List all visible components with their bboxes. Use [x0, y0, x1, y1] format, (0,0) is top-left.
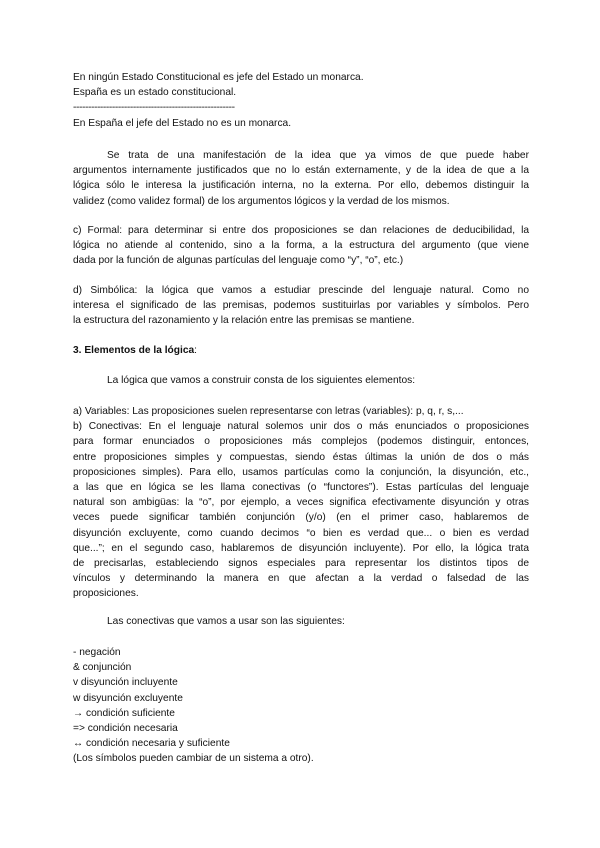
text-line: Las conectivas que vamos a usar son las siguientes: — [107, 616, 345, 627]
text-line: b) Conectivas: En el lenguaje natural solemos unir dos o más enunciados o proposiciones — [73, 421, 529, 433]
syllogism-example — [73, 70, 529, 131]
section-colon: : — [194, 345, 198, 356]
text-line: proposiciones. — [73, 588, 139, 600]
section-title: 3. Elementos de la lógica — [73, 345, 195, 356]
paragraph-formal — [73, 223, 529, 269]
conclusion: En España el jefe del Estado no es un monarca. — [73, 117, 292, 129]
list-item: ↔ condición necesaria y suficiente — [73, 738, 230, 750]
list-item: & conjunción — [73, 662, 132, 674]
text-line: validez (como validez formal) de los argumentos lógicos y la verdad de los mismos. — [73, 195, 450, 207]
paragraph-variables-conectivas — [73, 404, 529, 601]
paragraph-validity — [73, 148, 529, 209]
premise-separator: ------------------------------------------------------ — [73, 102, 235, 114]
text-line: dada por la función de algunas partículas del lenguaje como “y”, “o”, etc.) — [73, 255, 404, 267]
text-line: c) Formal: para determinar si entre dos proposiciones se dan relaciones de deducibilidad, la — [73, 225, 529, 236]
text-line: que...”; en el segundo caso, hablaremos de disyunción incluyente). Por ello, la lógica trata — [73, 542, 529, 554]
text-line: veces puede significar también conjunción (y/o) (en el primer caso, hablaremos de — [73, 512, 529, 524]
text-line: argumentos internamente justificados que no lo están externamente, y de la idea de que a la — [73, 165, 529, 177]
variables-line: a) Variables: Las proposiciones suelen representarse con letras (variables): p, q, r, s,... — [73, 406, 464, 417]
list-item: => condición necesaria — [73, 722, 178, 734]
section-heading — [73, 343, 529, 358]
text-line: proposiciones simples). Para ello, usamos partículas como la conjunción, la disyunción, etc., — [73, 466, 529, 478]
text-line: de precisarlas, estableciendo signos especiales para representar los distintos tipos de — [73, 557, 529, 569]
list-item: v disyunción incluyente — [73, 677, 178, 689]
text-line: para formar enunciados o proposiciones más complejos (podemos distinguir, entonces, — [73, 436, 529, 448]
text-line: disyunción excluyente, como cuando decimos “o bien es verdad que... o bien es verdad — [73, 527, 529, 539]
conectivas-intro — [73, 614, 529, 629]
elements-intro — [73, 373, 529, 388]
text-line: d) Simbólica: la lógica que vamos a estudiar prescinde del lenguaje natural. Como no — [73, 285, 529, 296]
list-item: w disyunción excluyente — [73, 692, 183, 704]
text-line: vínculos y determinando la manera en que afectan a la verdad o falsedad de las — [73, 573, 529, 585]
list-item: - negación — [73, 647, 121, 658]
premise-2: España es un estado constitucional. — [73, 87, 237, 99]
text-line: entre proposiciones simples y compuestas, siendo éstas últimas la unión de dos o más — [73, 451, 529, 463]
paragraph-simbolica — [73, 283, 529, 329]
text-line: lógica sólo le interesa la justificación interna, no la externa. Por ello, debemos distinguir la — [73, 180, 529, 192]
premise-1: En ningún Estado Constitucional es jefe del Estado un monarca. — [73, 72, 364, 83]
text-line: la estructura del razonamiento y la relación entre las premisas se mantiene. — [73, 315, 415, 327]
conectivas-list — [73, 645, 529, 767]
list-item: → condición suficiente — [73, 707, 175, 719]
list-item: (Los símbolos pueden cambiar de un sistema a otro). — [73, 753, 314, 765]
text-line: a las que en lógica se les llama conectivas (o “functores”). Estas partículas del lenguaje — [73, 481, 529, 493]
text-line: Se trata de una manifestación de la idea que ya vimos de que puede haber — [107, 150, 529, 161]
text-line: lógica no atiende al contenido, sino a la forma, a la estructura del argumento (que viene — [73, 240, 529, 252]
text-line: natural son ambigüas: la “o”, por ejemplo, a veces significa efectivamente disyunción y otras — [73, 497, 529, 509]
text-line: La lógica que vamos a construir consta de los siguientes elementos: — [107, 375, 416, 386]
text-line: interesa el significado de las premisas, podemos sustituirlas por variables y símbolos. Pero — [73, 300, 529, 312]
